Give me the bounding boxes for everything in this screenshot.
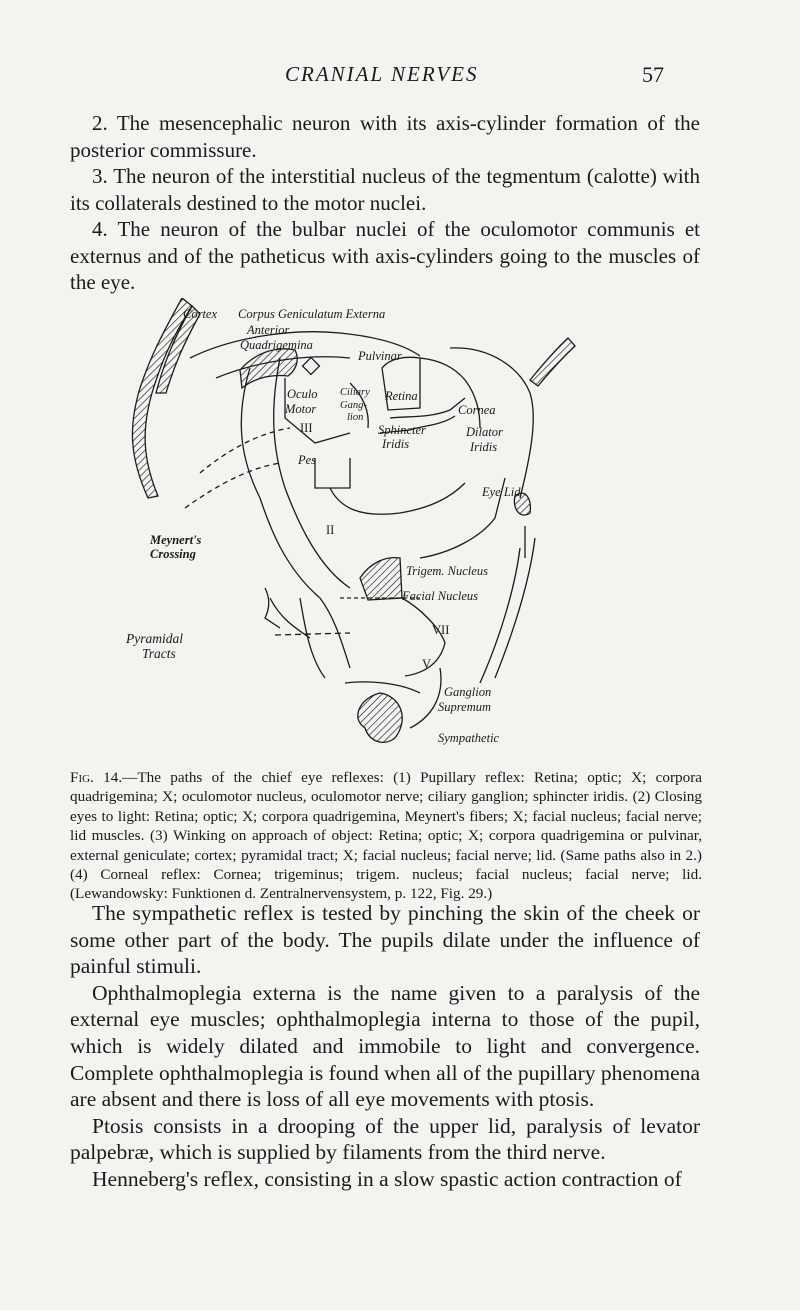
eye-globe (450, 348, 533, 498)
paragraph-sympathetic-reflex: The sympathetic reflex is tested by pinching the skin of the cheek or some other part of the body. The pupils dilate under the influence of painful stimuli. (70, 901, 700, 979)
label-motor: Motor (285, 402, 317, 416)
label-quadrigemina: Quadrigemina (240, 338, 313, 352)
label-lion: lion (347, 412, 364, 423)
caption-text: —The paths of the chief eye reflexes: (1) Pupillary reflex: Retina; optic; X; corpora quadrigemina; X; oculomotor nucleus, oculomotor nerve; ciliary ganglion; sphincter iridis. (2) Closing eyes to light: Retina; optic; X; corpora quadrigemina, Meynert's fibers; X; facial nucleus; facial nerve; lid muscles. (3) Winking on approach of object: Retina; optic; X; corpora quadrigemina or pulvinar, external geniculate; cortex; pyramidal tract; X; facial nucleus; facial nerve; lid. (Same paths also in 2.) (4) Corneal reflex: Cornea; trigeminus; trigem. nucleus; facial nucleus; facial nerve; lid. (Lewandowsky: Funktionen d. Zentralnervensystem, p. 122, Fig. 29.) (70, 769, 702, 903)
paragraph-item-4: 4. The neuron of the bulbar nuclei of the oculomotor communis et externus and of the patheticus with axis-cylinders going to the muscles of the eye. (70, 217, 700, 294)
label-iridis: Iridis (382, 437, 410, 451)
intro-text (70, 110, 700, 296)
paragraph-ophthalmoplegia: Ophthalmoplegia externa is the name given to a paralysis of the external eye muscles; ophthalmoplegia interna to those of the pupil, which is widely dilated and immobile to light and convergence. Complete ophthalmoplegia is found when all of the pupillary phenomena are absent and there is loss of all eye movements with ptosis. (70, 980, 700, 1112)
label-supremum: Supremum (438, 700, 492, 714)
label-dilator: Dilator (466, 425, 503, 439)
label-facial: Facial Nucleus (402, 589, 479, 603)
caption-label: Fig. 14. (70, 769, 123, 786)
label-trigem: Trigem. Nucleus (406, 564, 488, 578)
label-meynerts: Meynert's (150, 533, 202, 547)
label-pulvinar: Pulvinar (358, 349, 402, 363)
label-gang: Gang- (340, 400, 367, 411)
paragraph-ptosis: Ptosis consists in a drooping of the upper lid, paralysis of levator palpebræ, which is supplied by filaments from the third nerve. (70, 1113, 700, 1165)
trigem-nucleus (360, 558, 402, 600)
eye-reflex-diagram (120, 298, 640, 753)
right-hatch-band (530, 338, 575, 386)
figure-caption (70, 768, 702, 904)
diagram-svg (120, 298, 640, 753)
label-tracts: Tracts (142, 646, 176, 661)
label-eye-lid: Eye Lid (482, 485, 521, 499)
label-ganglion: Ganglion (444, 685, 492, 699)
running-head: CRANIAL NERVES (285, 62, 479, 86)
label-anterior: Anterior (247, 323, 290, 337)
page-number: 57 (642, 62, 664, 87)
label-iii: III (300, 421, 313, 435)
label-cortex: Cortex (183, 307, 218, 321)
label-crossing: Crossing (150, 547, 196, 561)
label-retina: Retina (385, 389, 418, 403)
paragraph-item-3: 3. The neuron of the interstitial nucleus of the tegmentum (calotte) with its collaterals destined to the motor nuclei. (70, 164, 700, 215)
page-header (0, 62, 800, 96)
label-corpus: Corpus Geniculatum Externa (238, 307, 386, 321)
paragraph-item-2: 2. The mesencephalic neuron with its axis-cylinder formation of the posterior commissure. (70, 111, 700, 162)
label-oculo: Oculo (287, 387, 318, 401)
paragraph-henneberg: Henneberg's reflex, consisting in a slow spastic action contraction of (92, 1166, 682, 1191)
label-cornea: Cornea (458, 403, 496, 417)
label-iridis-dilator: Iridis (470, 440, 498, 454)
label-pyramidal: Pyramidal (126, 631, 183, 646)
label-ciliary: Ciliary (340, 387, 370, 398)
label-pes: Pes (298, 453, 317, 467)
quadrigemina-body (240, 349, 297, 388)
label-sympathetic: Sympathetic (438, 731, 500, 745)
label-v: V (422, 657, 432, 671)
label-vii: VII (432, 623, 450, 637)
main-text (70, 900, 700, 1193)
label-ii: II (326, 523, 335, 537)
sympathetic-ganglion (358, 693, 402, 742)
label-sphincter: Sphincter (378, 423, 426, 437)
